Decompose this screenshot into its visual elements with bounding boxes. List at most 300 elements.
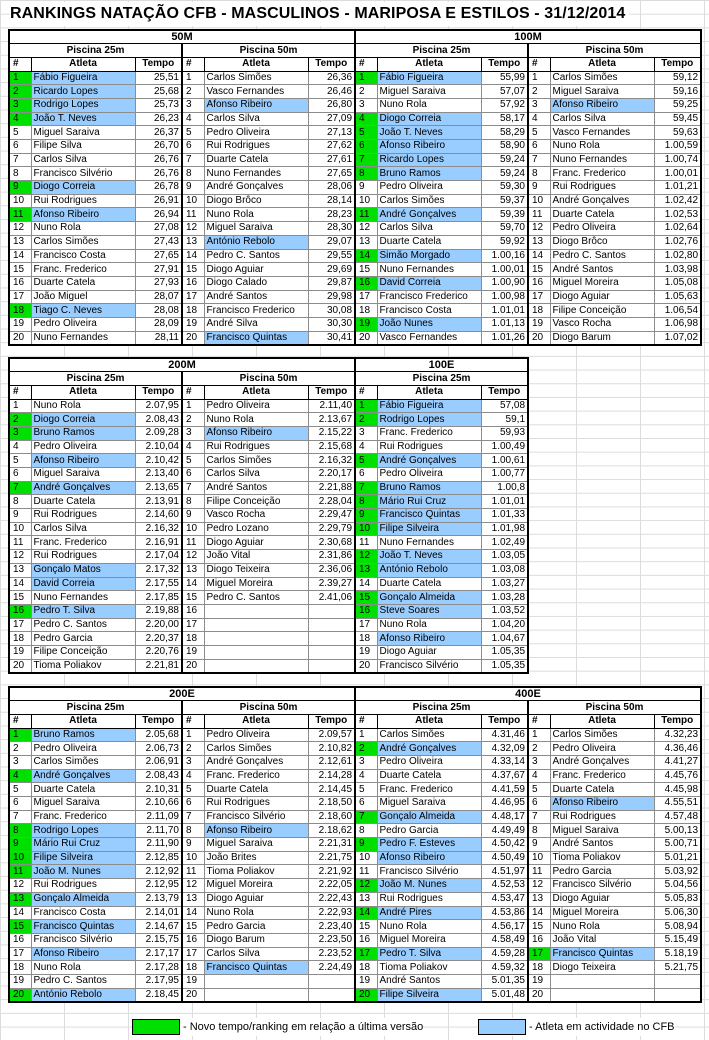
rank-cell: 4 <box>9 440 31 454</box>
table-row <box>355 577 528 591</box>
athlete-cell: Afonso Ribeiro <box>31 947 135 961</box>
time-cell: 30,30 <box>308 317 355 331</box>
table-row <box>355 468 528 482</box>
athlete-cell: Carlos Simões <box>204 71 308 85</box>
time-cell: 2.17,55 <box>135 577 182 591</box>
rank-cell: 6 <box>528 797 550 811</box>
table-row <box>9 249 355 263</box>
rank-cell: 1 <box>182 399 204 413</box>
ranking-table-100e <box>354 357 529 674</box>
athlete-cell: Afonso Ribeiro <box>204 98 308 112</box>
table-row <box>355 810 701 824</box>
athlete-cell: Carlos Simões <box>31 235 135 249</box>
event-title: 400E <box>355 687 701 701</box>
table-row <box>9 618 355 632</box>
rank-cell: 1 <box>355 399 377 413</box>
time-cell: 2.22,93 <box>308 906 355 920</box>
time-cell: 2.17,04 <box>135 550 182 564</box>
table-row <box>9 399 355 413</box>
time-cell: 28,06 <box>308 181 355 195</box>
athlete-cell: Filipe Silveira <box>31 851 135 865</box>
athlete-cell <box>204 988 308 1002</box>
time-cell: 59,16 <box>654 85 701 99</box>
rank-cell: 17 <box>528 947 550 961</box>
athlete-cell: Miguel Saraiva <box>31 126 135 140</box>
athlete-cell: Franc. Frederico <box>31 263 135 277</box>
rank-cell: 11 <box>355 208 377 222</box>
time-cell: 1.03,27 <box>481 577 528 591</box>
time-cell: 4.31,46 <box>481 728 528 742</box>
athlete-cell: Ricardo Lopes <box>377 153 481 167</box>
table-row <box>355 550 528 564</box>
time-cell: 2.29,79 <box>308 522 355 536</box>
column-header-rank: # <box>355 714 377 728</box>
time-cell: 2.17,17 <box>135 947 182 961</box>
rank-cell: 4 <box>355 112 377 126</box>
column-header-time: Tempo <box>481 714 528 728</box>
time-cell: 28,07 <box>135 290 182 304</box>
athlete-cell: Miguel Saraiva <box>377 797 481 811</box>
rank-cell: 16 <box>355 933 377 947</box>
rank-cell: 10 <box>528 194 550 208</box>
rank-cell: 9 <box>182 509 204 523</box>
time-cell: 58,90 <box>481 140 528 154</box>
rank-cell: 19 <box>528 974 550 988</box>
rank-cell: 16 <box>182 276 204 290</box>
table-row <box>9 194 355 208</box>
table-row <box>355 742 701 756</box>
rank-cell: 10 <box>528 851 550 865</box>
table-row <box>9 797 355 811</box>
athlete-cell: Bruno Ramos <box>31 426 135 440</box>
rank-cell: 2 <box>182 85 204 99</box>
rank-cell: 12 <box>355 222 377 236</box>
time-cell: 5.03,92 <box>654 865 701 879</box>
legend-new-label: - Novo tempo/ranking em relação a última versão <box>183 1021 424 1033</box>
rank-cell: 20 <box>9 331 31 345</box>
athlete-cell: David Correia <box>377 276 481 290</box>
athlete-cell: Tiago C. Neves <box>31 304 135 318</box>
table-row <box>9 988 355 1002</box>
time-cell: 1.05,35 <box>481 659 528 673</box>
rank-cell: 2 <box>9 85 31 99</box>
time-cell: 1.00,74 <box>654 153 701 167</box>
table-row <box>9 536 355 550</box>
time-cell: 27,65 <box>135 249 182 263</box>
time-cell: 26,36 <box>308 71 355 85</box>
table-row <box>9 906 355 920</box>
time-cell: 26,46 <box>308 85 355 99</box>
rank-cell: 15 <box>355 263 377 277</box>
athlete-cell: Tioma Poliakov <box>377 961 481 975</box>
athlete-cell: Tioma Poliakov <box>204 865 308 879</box>
time-cell: 2.14,45 <box>308 783 355 797</box>
table-row <box>355 194 701 208</box>
rank-cell: 3 <box>355 98 377 112</box>
athlete-cell: André Gonçalves <box>377 454 481 468</box>
time-cell: 26,94 <box>135 208 182 222</box>
table-row <box>355 509 528 523</box>
table-row <box>355 851 701 865</box>
time-cell <box>654 974 701 988</box>
time-cell: 27,93 <box>135 276 182 290</box>
time-cell: 2.17,85 <box>135 591 182 605</box>
rank-cell: 12 <box>182 879 204 893</box>
time-cell: 2.11,09 <box>135 810 182 824</box>
time-cell: 2.07,95 <box>135 399 182 413</box>
time-cell: 2.18,60 <box>308 810 355 824</box>
rank-cell: 10 <box>9 851 31 865</box>
time-cell: 4.36,46 <box>654 742 701 756</box>
athlete-cell: Diogo Aguiar <box>377 645 481 659</box>
athlete-cell: Franc. Frederico <box>550 769 654 783</box>
legend-active-swatch <box>478 1019 526 1035</box>
ranking-table-400e <box>354 686 702 1003</box>
athlete-cell: João T. Neves <box>377 550 481 564</box>
rank-cell: 16 <box>355 604 377 618</box>
rank-cell: 19 <box>528 317 550 331</box>
rank-cell: 19 <box>9 317 31 331</box>
athlete-cell: Fábio Figueira <box>31 71 135 85</box>
time-cell: 26,76 <box>135 153 182 167</box>
time-cell: 2.09,28 <box>135 426 182 440</box>
time-cell: 2.06,73 <box>135 742 182 756</box>
athlete-cell: Rodrigo Lopes <box>31 824 135 838</box>
time-cell: 2.15,75 <box>135 933 182 947</box>
table-row <box>355 974 701 988</box>
rank-cell: 1 <box>355 728 377 742</box>
athlete-cell: Duarte Catela <box>377 577 481 591</box>
table-row <box>9 920 355 934</box>
time-cell: 1.07,02 <box>654 331 701 345</box>
athlete-cell: Duarte Catela <box>31 276 135 290</box>
column-header-time: Tempo <box>135 714 182 728</box>
rank-cell: 12 <box>182 222 204 236</box>
table-row <box>9 550 355 564</box>
athlete-cell: Miguel Saraiva <box>204 838 308 852</box>
athlete-cell: Francisco Silvério <box>204 810 308 824</box>
athlete-cell: André Santos <box>550 263 654 277</box>
rank-cell: 1 <box>182 728 204 742</box>
athlete-cell: João Vital <box>204 550 308 564</box>
time-cell: 29,69 <box>308 263 355 277</box>
athlete-cell: Carlos Simões <box>204 454 308 468</box>
rank-cell: 8 <box>9 824 31 838</box>
athlete-cell: David Correia <box>31 577 135 591</box>
rank-cell: 9 <box>9 509 31 523</box>
time-cell: 4.59,28 <box>481 947 528 961</box>
time-cell: 1.05,08 <box>654 276 701 290</box>
time-cell: 57,08 <box>481 399 528 413</box>
table-row <box>355 495 528 509</box>
table-row <box>355 276 701 290</box>
rank-cell: 3 <box>182 755 204 769</box>
time-cell: 2.14,01 <box>135 906 182 920</box>
athlete-cell: Vasco Fernandes <box>550 126 654 140</box>
time-cell: 2.16,32 <box>308 454 355 468</box>
rank-cell: 3 <box>355 426 377 440</box>
rank-cell: 18 <box>355 632 377 646</box>
table-row <box>9 728 355 742</box>
rank-cell: 16 <box>182 604 204 618</box>
rank-cell: 8 <box>9 495 31 509</box>
rank-cell: 15 <box>528 920 550 934</box>
time-cell: 59,70 <box>481 222 528 236</box>
table-row <box>355 865 701 879</box>
time-cell: 2.13,91 <box>135 495 182 509</box>
rank-cell: 20 <box>9 659 31 673</box>
athlete-cell: Miguel Saraiva <box>550 85 654 99</box>
table-row <box>9 961 355 975</box>
athlete-cell: Francisco Quintas <box>550 947 654 961</box>
time-cell: 2.39,27 <box>308 577 355 591</box>
time-cell: 27,13 <box>308 126 355 140</box>
table-row <box>9 112 355 126</box>
athlete-cell: Pedro Oliveira <box>31 440 135 454</box>
rank-cell: 6 <box>182 468 204 482</box>
athlete-cell: Nuno Fernandes <box>377 263 481 277</box>
rank-cell: 13 <box>182 892 204 906</box>
athlete-cell: Miguel Saraiva <box>550 824 654 838</box>
rank-cell: 8 <box>182 495 204 509</box>
rank-cell: 19 <box>355 974 377 988</box>
table-row <box>9 522 355 536</box>
time-cell: 4.33,14 <box>481 755 528 769</box>
athlete-cell: Franc. Frederico <box>377 783 481 797</box>
time-cell: 59,63 <box>654 126 701 140</box>
legend-active <box>478 1018 675 1036</box>
time-cell: 59,24 <box>481 167 528 181</box>
time-cell: 1.01,01 <box>481 495 528 509</box>
athlete-cell: João M. Nunes <box>31 865 135 879</box>
legend-active-label: - Atleta em actividade no CFB <box>529 1021 675 1033</box>
rank-cell: 8 <box>355 167 377 181</box>
column-header-time: Tempo <box>135 57 182 71</box>
athlete-cell: Afonso Ribeiro <box>377 632 481 646</box>
table-row <box>355 522 528 536</box>
time-cell: 58,17 <box>481 112 528 126</box>
athlete-cell: Pedro Oliveira <box>377 181 481 195</box>
rank-cell: 7 <box>528 810 550 824</box>
table-row <box>9 783 355 797</box>
time-cell: 5.21,75 <box>654 961 701 975</box>
time-cell: 4.37,67 <box>481 769 528 783</box>
athlete-cell: André Gonçalves <box>550 194 654 208</box>
time-cell: 2.18,50 <box>308 797 355 811</box>
time-cell: 4.59,32 <box>481 961 528 975</box>
column-header-rank: # <box>182 385 204 399</box>
time-cell: 2.10,66 <box>135 797 182 811</box>
table-row <box>355 988 701 1002</box>
athlete-cell: Rui Rodrigues <box>204 797 308 811</box>
table-row <box>9 824 355 838</box>
athlete-cell: João Brites <box>204 851 308 865</box>
table-row <box>355 618 528 632</box>
athlete-cell: Duarte Catela <box>31 495 135 509</box>
rank-cell: 1 <box>528 728 550 742</box>
time-cell: 2.21,92 <box>308 865 355 879</box>
athlete-cell <box>204 618 308 632</box>
rank-cell: 17 <box>9 290 31 304</box>
athlete-cell: Pedro T. Silva <box>31 604 135 618</box>
time-cell: 4.53,47 <box>481 892 528 906</box>
time-cell: 59,24 <box>481 153 528 167</box>
time-cell: 2.10,04 <box>135 440 182 454</box>
athlete-cell: Gonçalo Almeida <box>377 591 481 605</box>
column-header-time: Tempo <box>481 57 528 71</box>
time-cell: 2.11,40 <box>308 399 355 413</box>
rank-cell: 8 <box>9 167 31 181</box>
athlete-cell: Rui Rodrigues <box>31 879 135 893</box>
column-header-athlete: Atleta <box>550 57 654 71</box>
table-row <box>9 865 355 879</box>
rank-cell: 20 <box>355 988 377 1002</box>
rank-cell: 9 <box>528 181 550 195</box>
table-row <box>355 167 701 181</box>
athlete-cell: Miguel Saraiva <box>31 797 135 811</box>
time-cell: 1.00,98 <box>481 290 528 304</box>
time-cell: 4.49,49 <box>481 824 528 838</box>
table-row <box>355 426 528 440</box>
time-cell: 4.45,98 <box>654 783 701 797</box>
athlete-cell: Filipe Conceição <box>31 645 135 659</box>
time-cell: 25,68 <box>135 85 182 99</box>
time-cell: 2.23,50 <box>308 933 355 947</box>
table-row <box>9 454 355 468</box>
time-cell: 59,39 <box>481 208 528 222</box>
athlete-cell: Duarte Catela <box>31 783 135 797</box>
athlete-cell: Diogo Brôco <box>204 194 308 208</box>
athlete-cell: Francisco Quintas <box>204 961 308 975</box>
rank-cell: 1 <box>9 728 31 742</box>
pool-header-pool25: Piscina 25m <box>355 372 528 386</box>
event-title: 50M <box>9 30 355 44</box>
athlete-cell: Miguel Moreira <box>377 933 481 947</box>
rank-cell: 8 <box>355 495 377 509</box>
athlete-cell: Nuno Rola <box>31 399 135 413</box>
rank-cell: 14 <box>9 577 31 591</box>
time-cell: 4.53,86 <box>481 906 528 920</box>
rank-cell: 9 <box>528 838 550 852</box>
table-row <box>9 481 355 495</box>
time-cell: 2.12,61 <box>308 755 355 769</box>
table-row <box>9 167 355 181</box>
time-cell: 2.11,70 <box>135 824 182 838</box>
rank-cell: 16 <box>9 604 31 618</box>
athlete-cell: Filipe Conceição <box>204 495 308 509</box>
athlete-cell: João Vital <box>550 933 654 947</box>
time-cell: 2.13,79 <box>135 892 182 906</box>
rank-cell: 6 <box>182 797 204 811</box>
table-row <box>9 755 355 769</box>
time-cell: 1.02,49 <box>481 536 528 550</box>
column-header-time: Tempo <box>654 57 701 71</box>
time-cell: 5.00,71 <box>654 838 701 852</box>
time-cell: 5.04,56 <box>654 879 701 893</box>
athlete-cell: Rui Rodrigues <box>204 440 308 454</box>
time-cell: 1.06,54 <box>654 304 701 318</box>
rank-cell: 3 <box>528 755 550 769</box>
athlete-cell: Nuno Fernandes <box>31 591 135 605</box>
rank-cell: 13 <box>355 563 377 577</box>
rank-cell: 9 <box>355 181 377 195</box>
athlete-cell: Steve Soares <box>377 604 481 618</box>
time-cell: 2.28,04 <box>308 495 355 509</box>
athlete-cell: André Santos <box>204 481 308 495</box>
table-row <box>355 140 701 154</box>
rank-cell: 2 <box>9 742 31 756</box>
rank-cell: 15 <box>9 591 31 605</box>
rank-cell: 11 <box>9 536 31 550</box>
athlete-cell: Pedro Garcia <box>31 632 135 646</box>
rank-cell: 11 <box>528 208 550 222</box>
table-row <box>9 140 355 154</box>
rank-cell: 16 <box>9 276 31 290</box>
rank-cell: 11 <box>182 208 204 222</box>
time-cell: 2.20,17 <box>308 468 355 482</box>
athlete-cell: Francisco Quintas <box>377 509 481 523</box>
athlete-cell: Diogo Brôco <box>550 235 654 249</box>
athlete-cell: Pedro C. Santos <box>204 591 308 605</box>
table-row <box>355 591 528 605</box>
rank-cell: 15 <box>9 263 31 277</box>
athlete-cell: Carlos Silva <box>204 112 308 126</box>
time-cell: 2.10,31 <box>135 783 182 797</box>
time-cell: 2.13,40 <box>135 468 182 482</box>
athlete-cell: Diogo Calado <box>204 276 308 290</box>
athlete-cell: Rui Rodrigues <box>550 810 654 824</box>
table-row <box>355 947 701 961</box>
athlete-cell: Pedro T. Silva <box>377 947 481 961</box>
column-header-athlete: Atleta <box>377 57 481 71</box>
rank-cell: 4 <box>9 112 31 126</box>
athlete-cell: Afonso Ribeiro <box>31 208 135 222</box>
time-cell: 28,08 <box>135 304 182 318</box>
table-row <box>355 263 701 277</box>
rank-cell: 7 <box>355 810 377 824</box>
athlete-cell: Filipe Silveira <box>377 522 481 536</box>
time-cell: 2.20,76 <box>135 645 182 659</box>
rank-cell: 7 <box>528 153 550 167</box>
athlete-cell: Gonçalo Matos <box>31 563 135 577</box>
table-row <box>9 933 355 947</box>
rank-cell: 8 <box>528 167 550 181</box>
time-cell: 2.21,81 <box>135 659 182 673</box>
rank-cell: 10 <box>355 522 377 536</box>
rank-cell: 20 <box>355 331 377 345</box>
rank-cell: 20 <box>182 331 204 345</box>
athlete-cell: André Gonçalves <box>550 755 654 769</box>
rank-cell: 15 <box>355 920 377 934</box>
table-row <box>9 659 355 673</box>
time-cell: 2.10,82 <box>308 742 355 756</box>
table-row <box>355 181 701 195</box>
athlete-cell: Nuno Rola <box>31 961 135 975</box>
athlete-cell: Carlos Simões <box>31 755 135 769</box>
table-row <box>9 85 355 99</box>
athlete-cell: Afonso Ribeiro <box>377 851 481 865</box>
time-cell: 27,08 <box>135 222 182 236</box>
athlete-cell: Franc. Frederico <box>204 769 308 783</box>
table-row <box>355 728 701 742</box>
time-cell: 1.03,52 <box>481 604 528 618</box>
time-cell: 30,41 <box>308 331 355 345</box>
time-cell <box>308 604 355 618</box>
athlete-cell: Ricardo Lopes <box>31 85 135 99</box>
athlete-cell: Nuno Rola <box>377 920 481 934</box>
athlete-cell: Tioma Poliakov <box>550 851 654 865</box>
time-cell: 5.00,13 <box>654 824 701 838</box>
